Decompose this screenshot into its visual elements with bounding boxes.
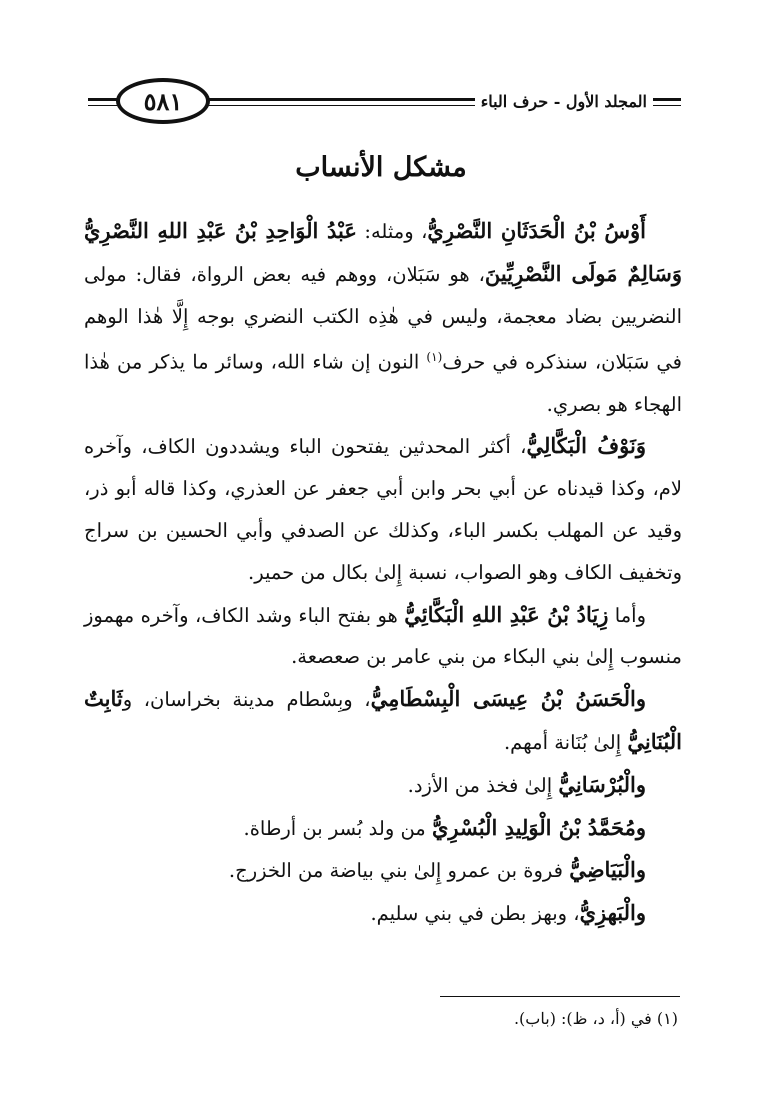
- paragraph: [84, 764, 682, 807]
- name-entry: ثَابِتٌ الْبُنَانِيُّ: [84, 686, 682, 755]
- body-text: هو بفتح الباء وشد الكاف، وآخره مهموز منسوب إِلىٰ بني البكاء من بني عامر بن صعصعة.: [84, 603, 682, 669]
- main-text: [84, 210, 682, 935]
- name-entry: والْحَسَنُ بْنُ عِيسَى الْبِسْطَامِيُّ: [370, 686, 646, 712]
- header-rule-left: [88, 98, 118, 101]
- name-entry: وَنَوْفُ الْبَكَّالِيُّ: [526, 433, 646, 459]
- name-entry: والْبُرْسَانِيُّ: [558, 771, 646, 797]
- page-number: ٥٨١: [143, 86, 183, 116]
- paragraph: [84, 425, 682, 593]
- body-text: ، وبهز بطن في بني سليم.: [370, 902, 580, 926]
- body-text: ، أكثر المحدثين يفتحون الباء ويشددون الكاف، وآخره لام، وكذا قيدناه عن أبي بحر وابن أبي جعفر عن العذري، وكذا قاله أبو ذر، وقيد عن المهلب بكسر الباء، وكذلك عن الصدفي وأبي الحسين بن سراج وتخفيف الكاف وهو الصواب، نسبة إِلىٰ بكال من حمير.: [84, 435, 682, 584]
- footnote: (١) في (أ، د، ظ): (باب).: [513, 1009, 678, 1028]
- body-text: ، وبِسْطام مدينة بخراسان، و: [122, 688, 371, 712]
- name-entry: والْبَيَاضِيُّ: [569, 857, 646, 883]
- page-number-badge: [116, 78, 210, 124]
- body-text: ، ومثله:: [356, 220, 428, 243]
- footnote-marker: (١): [426, 350, 443, 365]
- paragraph: [84, 594, 682, 679]
- paragraph: [84, 892, 682, 935]
- body-text: إِلىٰ بُنَانة أمهم.: [503, 731, 628, 755]
- name-entry: عَبْدُ الْوَاحِدِ بْنُ عَبْدِ اللهِ النَّصْرِيُّ: [84, 218, 357, 243]
- footnote-separator: [440, 996, 680, 997]
- body-text: إِلىٰ فخذ من الأزد.: [407, 773, 559, 797]
- paragraph: [84, 849, 682, 892]
- running-title: المجلد الأول - حرف الباء: [475, 92, 653, 111]
- header-rule-left-thin: [88, 105, 118, 106]
- name-entry: وَسَالِمٌ مَولَى النَّصْرِيِّينَ: [484, 260, 682, 286]
- paragraph: [84, 678, 682, 764]
- name-entry: ومُحَمَّدُ بْنُ الْوَلِيدِ الْبُسْرِيُّ: [431, 814, 646, 840]
- body-text: وأما: [608, 603, 647, 627]
- running-header: [88, 78, 681, 128]
- body-text: فروة بن عمرو إِلىٰ بني بياضة من الخزرج.: [228, 859, 570, 883]
- body-text: النون إن شاء الله، وسائر ما يذكر من هٰذا الهجاء هو بصري.: [84, 350, 682, 416]
- name-entry: والْبَهزِيُّ: [579, 900, 646, 926]
- body-text: ، هو سَبَلان، ووهم فيه بعض الرواة، فقال: مولى النضريين بضاد معجمة، وليس في هٰذِه الكتب النضري بوجه إِلَّا هٰذا الوهم في سَبَلان، سنذكره في حرف: [84, 262, 682, 374]
- body-text: من ولد بُسر بن أرطاة.: [243, 816, 432, 840]
- paragraph: [84, 807, 682, 850]
- section-title: مشكل الأنساب: [295, 152, 467, 183]
- name-entry: زِيَادُ بْنُ عَبْدِ اللهِ الْبَكَّائِيُّ: [404, 601, 609, 627]
- name-entry: أَوْسُ بْنُ الْحَدَثَانِ النَّصْرِيُّ: [427, 218, 647, 243]
- paragraph: [84, 210, 682, 425]
